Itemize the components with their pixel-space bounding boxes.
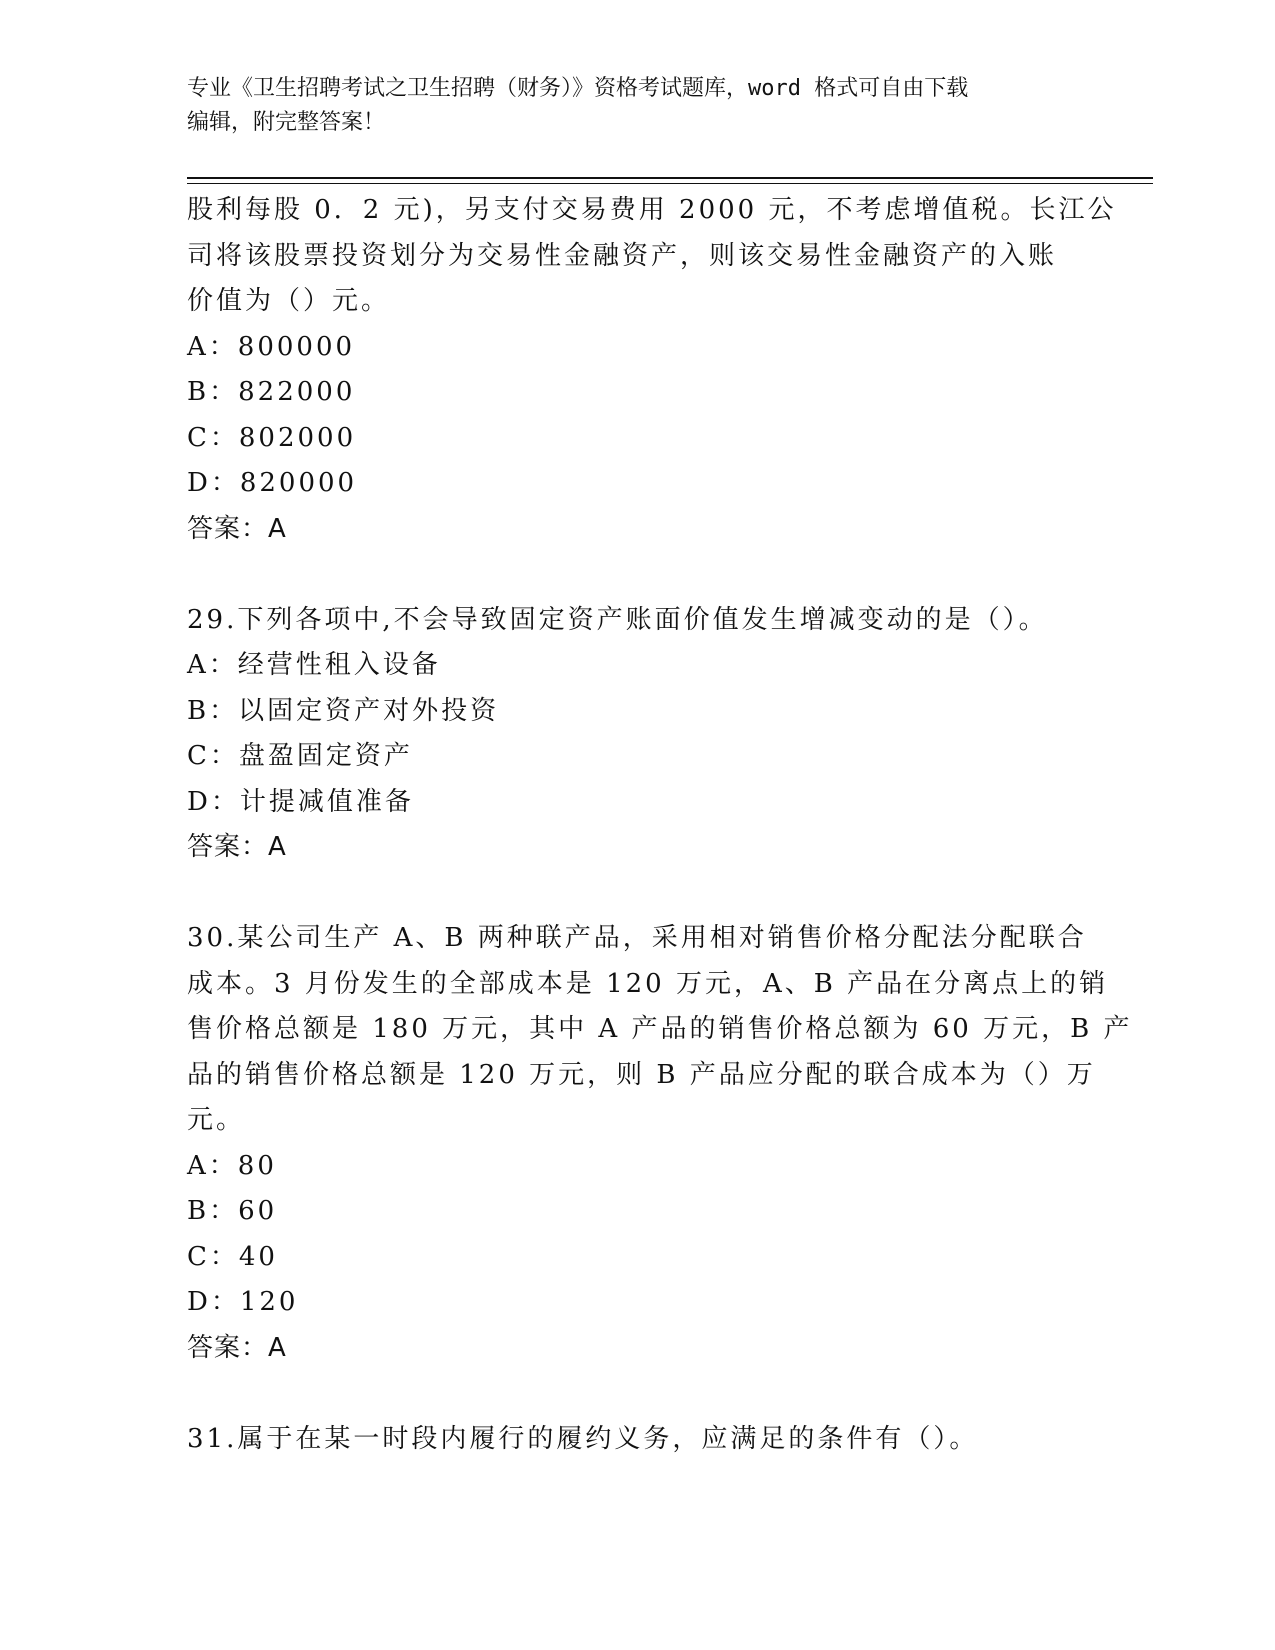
answer-label: 答案：A <box>187 1332 287 1363</box>
question-block <box>187 1417 1087 1463</box>
option-c: C：盘盈固定资产 <box>187 741 413 771</box>
question-stem-line: 股利每股 0．2 元)，另支付交易费用 2000 元，不考虑增值税。长江公 <box>187 195 1117 225</box>
question-stem-line: 30.某公司生产 A、B 两种联产品，采用相对销售价格分配法分配联合 <box>187 923 1087 953</box>
spacer <box>187 1371 1087 1417</box>
header-line-2: 编辑，附完整答案！ <box>187 110 386 135</box>
question-stem-line: 元。 <box>187 1105 246 1135</box>
option-b: B：以固定资产对外投资 <box>187 695 500 726</box>
header-line-1: 专业《卫生招聘考试之卫生招聘（财务）》资格考试题库，word 格式可自由下载 <box>187 76 969 101</box>
question-stem-line: 价值为（）元。 <box>187 286 391 316</box>
header-divider-thin <box>187 183 1153 184</box>
header-divider-thick <box>187 177 1153 179</box>
question-stem-line: 品的销售价格总额是 120 万元，则 B 产品应分配的联合成本为（）万 <box>187 1059 1096 1090</box>
question-stem-line: 司将该股票投资划分为交易性金融资产，则该交易性金融资产的入账 <box>187 240 1058 271</box>
option-a: A：800000 <box>187 331 356 362</box>
question-stem-line: 29.下列各项中,不会导致固定资产账面价值发生增减变动的是（）。 <box>187 604 1048 635</box>
document-body <box>187 188 1133 1462</box>
question-block <box>187 916 1133 1371</box>
option-b: B：822000 <box>187 377 356 407</box>
option-d: D：计提减值准备 <box>187 786 414 817</box>
question-block <box>187 598 1087 871</box>
question-stem-line: 31.属于在某一时段内履行的履约义务，应满足的条件有（）。 <box>187 1423 979 1454</box>
answer-label: 答案：A <box>187 832 287 862</box>
answer-label: 答案：A <box>187 513 287 544</box>
question-stem-line: 成本。3 月份发生的全部成本是 120 万元，A、B 产品在分离点上的销 <box>187 968 1109 999</box>
question-block <box>187 188 1117 552</box>
option-d: D：120 <box>187 1287 299 1317</box>
document-header <box>187 72 1087 140</box>
option-a: A：80 <box>187 1150 277 1181</box>
option-a: A：经营性租入设备 <box>187 650 441 680</box>
option-c: C：802000 <box>187 422 357 453</box>
option-b: B：60 <box>187 1196 278 1226</box>
option-c: C：40 <box>187 1241 278 1272</box>
option-d: D：820000 <box>187 468 358 498</box>
question-stem-line: 售价格总额是 180 万元，其中 A 产品的销售价格总额为 60 万元，B 产 <box>187 1014 1133 1044</box>
spacer <box>187 871 1087 917</box>
spacer <box>187 552 1087 598</box>
